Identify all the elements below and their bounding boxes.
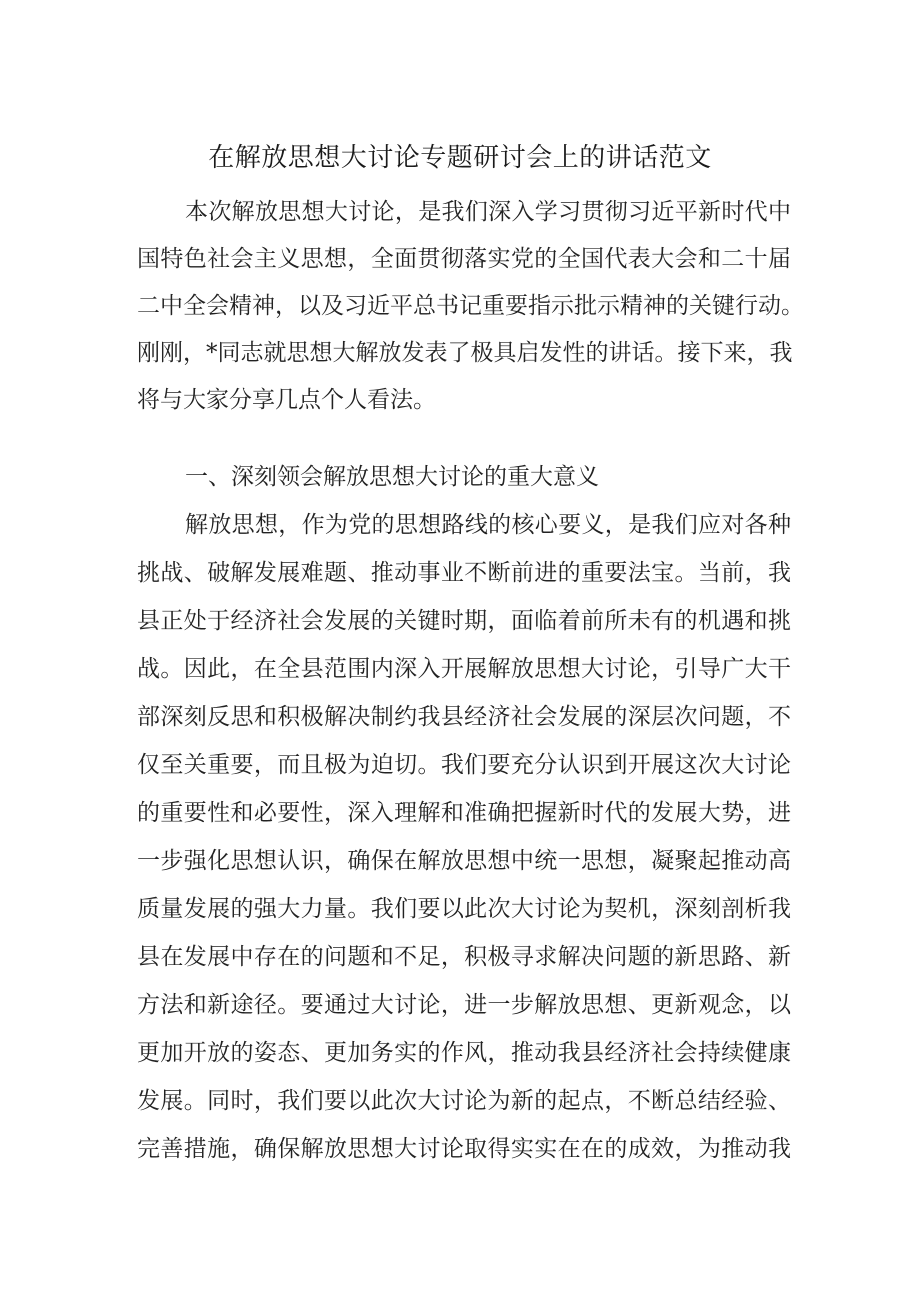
paragraph-line: 挑战、破解发展难题、推动事业不断前进的重要法宝。当前，我 bbox=[137, 560, 791, 586]
document-title: 在解放思想大讨论专题研讨会上的讲话范文 bbox=[208, 143, 712, 173]
paragraph-line: 更加开放的姿态、更加务实的作风，推动我县经济社会持续健康 bbox=[137, 1040, 791, 1066]
paragraph-line: 质量发展的强大力量。我们要以此次大讨论为契机，深刻剖析我 bbox=[137, 896, 791, 922]
paragraph-line: 方法和新途径。要通过大讨论，进一步解放思想、更新观念，以 bbox=[137, 992, 791, 1018]
paragraph-line: 县在发展中存在的问题和不足，积极寻求解决问题的新思路、新 bbox=[137, 944, 791, 970]
paragraph-line: 解放思想，作为党的思想路线的核心要义，是我们应对各种 bbox=[185, 512, 791, 538]
paragraph-line: 的重要性和必要性，深入理解和准确把握新时代的发展大势，进 bbox=[137, 800, 791, 826]
paragraph-line: 刚刚，*同志就思想大解放发表了极具启发性的讲话。接下来，我 bbox=[137, 340, 793, 366]
paragraph-line: 发展。同时，我们要以此次大讨论为新的起点，不断总结经验、 bbox=[137, 1088, 791, 1114]
paragraph-line: 二中全会精神，以及习近平总书记重要指示批示精神的关键行动。 bbox=[137, 293, 804, 319]
paragraph-line: 一步强化思想认识，确保在解放思想中统一思想，凝聚起推动高 bbox=[137, 848, 791, 874]
paragraph-line: 国特色社会主义思想，全面贯彻落实党的全国代表大会和二十届 bbox=[137, 246, 791, 272]
paragraph-line: 仅至关重要，而且极为迫切。我们要充分认识到开展这次大讨论 bbox=[137, 752, 791, 778]
paragraph-line: 本次解放思想大讨论，是我们深入学习贯彻习近平新时代中 bbox=[185, 199, 791, 225]
section-heading: 一、深刻领会解放思想大讨论的重大意义 bbox=[185, 464, 599, 490]
paragraph-line: 将与大家分享几点个人看法。 bbox=[137, 387, 436, 413]
paragraph-line: 完善措施，确保解放思想大讨论取得实实在在的成效，为推动我 bbox=[137, 1136, 791, 1162]
paragraph-line: 部深刻反思和积极解决制约我县经济社会发展的深层次问题，不 bbox=[137, 704, 791, 730]
paragraph-line: 县正处于经济社会发展的关键时期，面临着前所未有的机遇和挑 bbox=[137, 608, 791, 634]
paragraph-line: 战。因此，在全县范围内深入开展解放思想大讨论，引导广大干 bbox=[137, 656, 791, 682]
